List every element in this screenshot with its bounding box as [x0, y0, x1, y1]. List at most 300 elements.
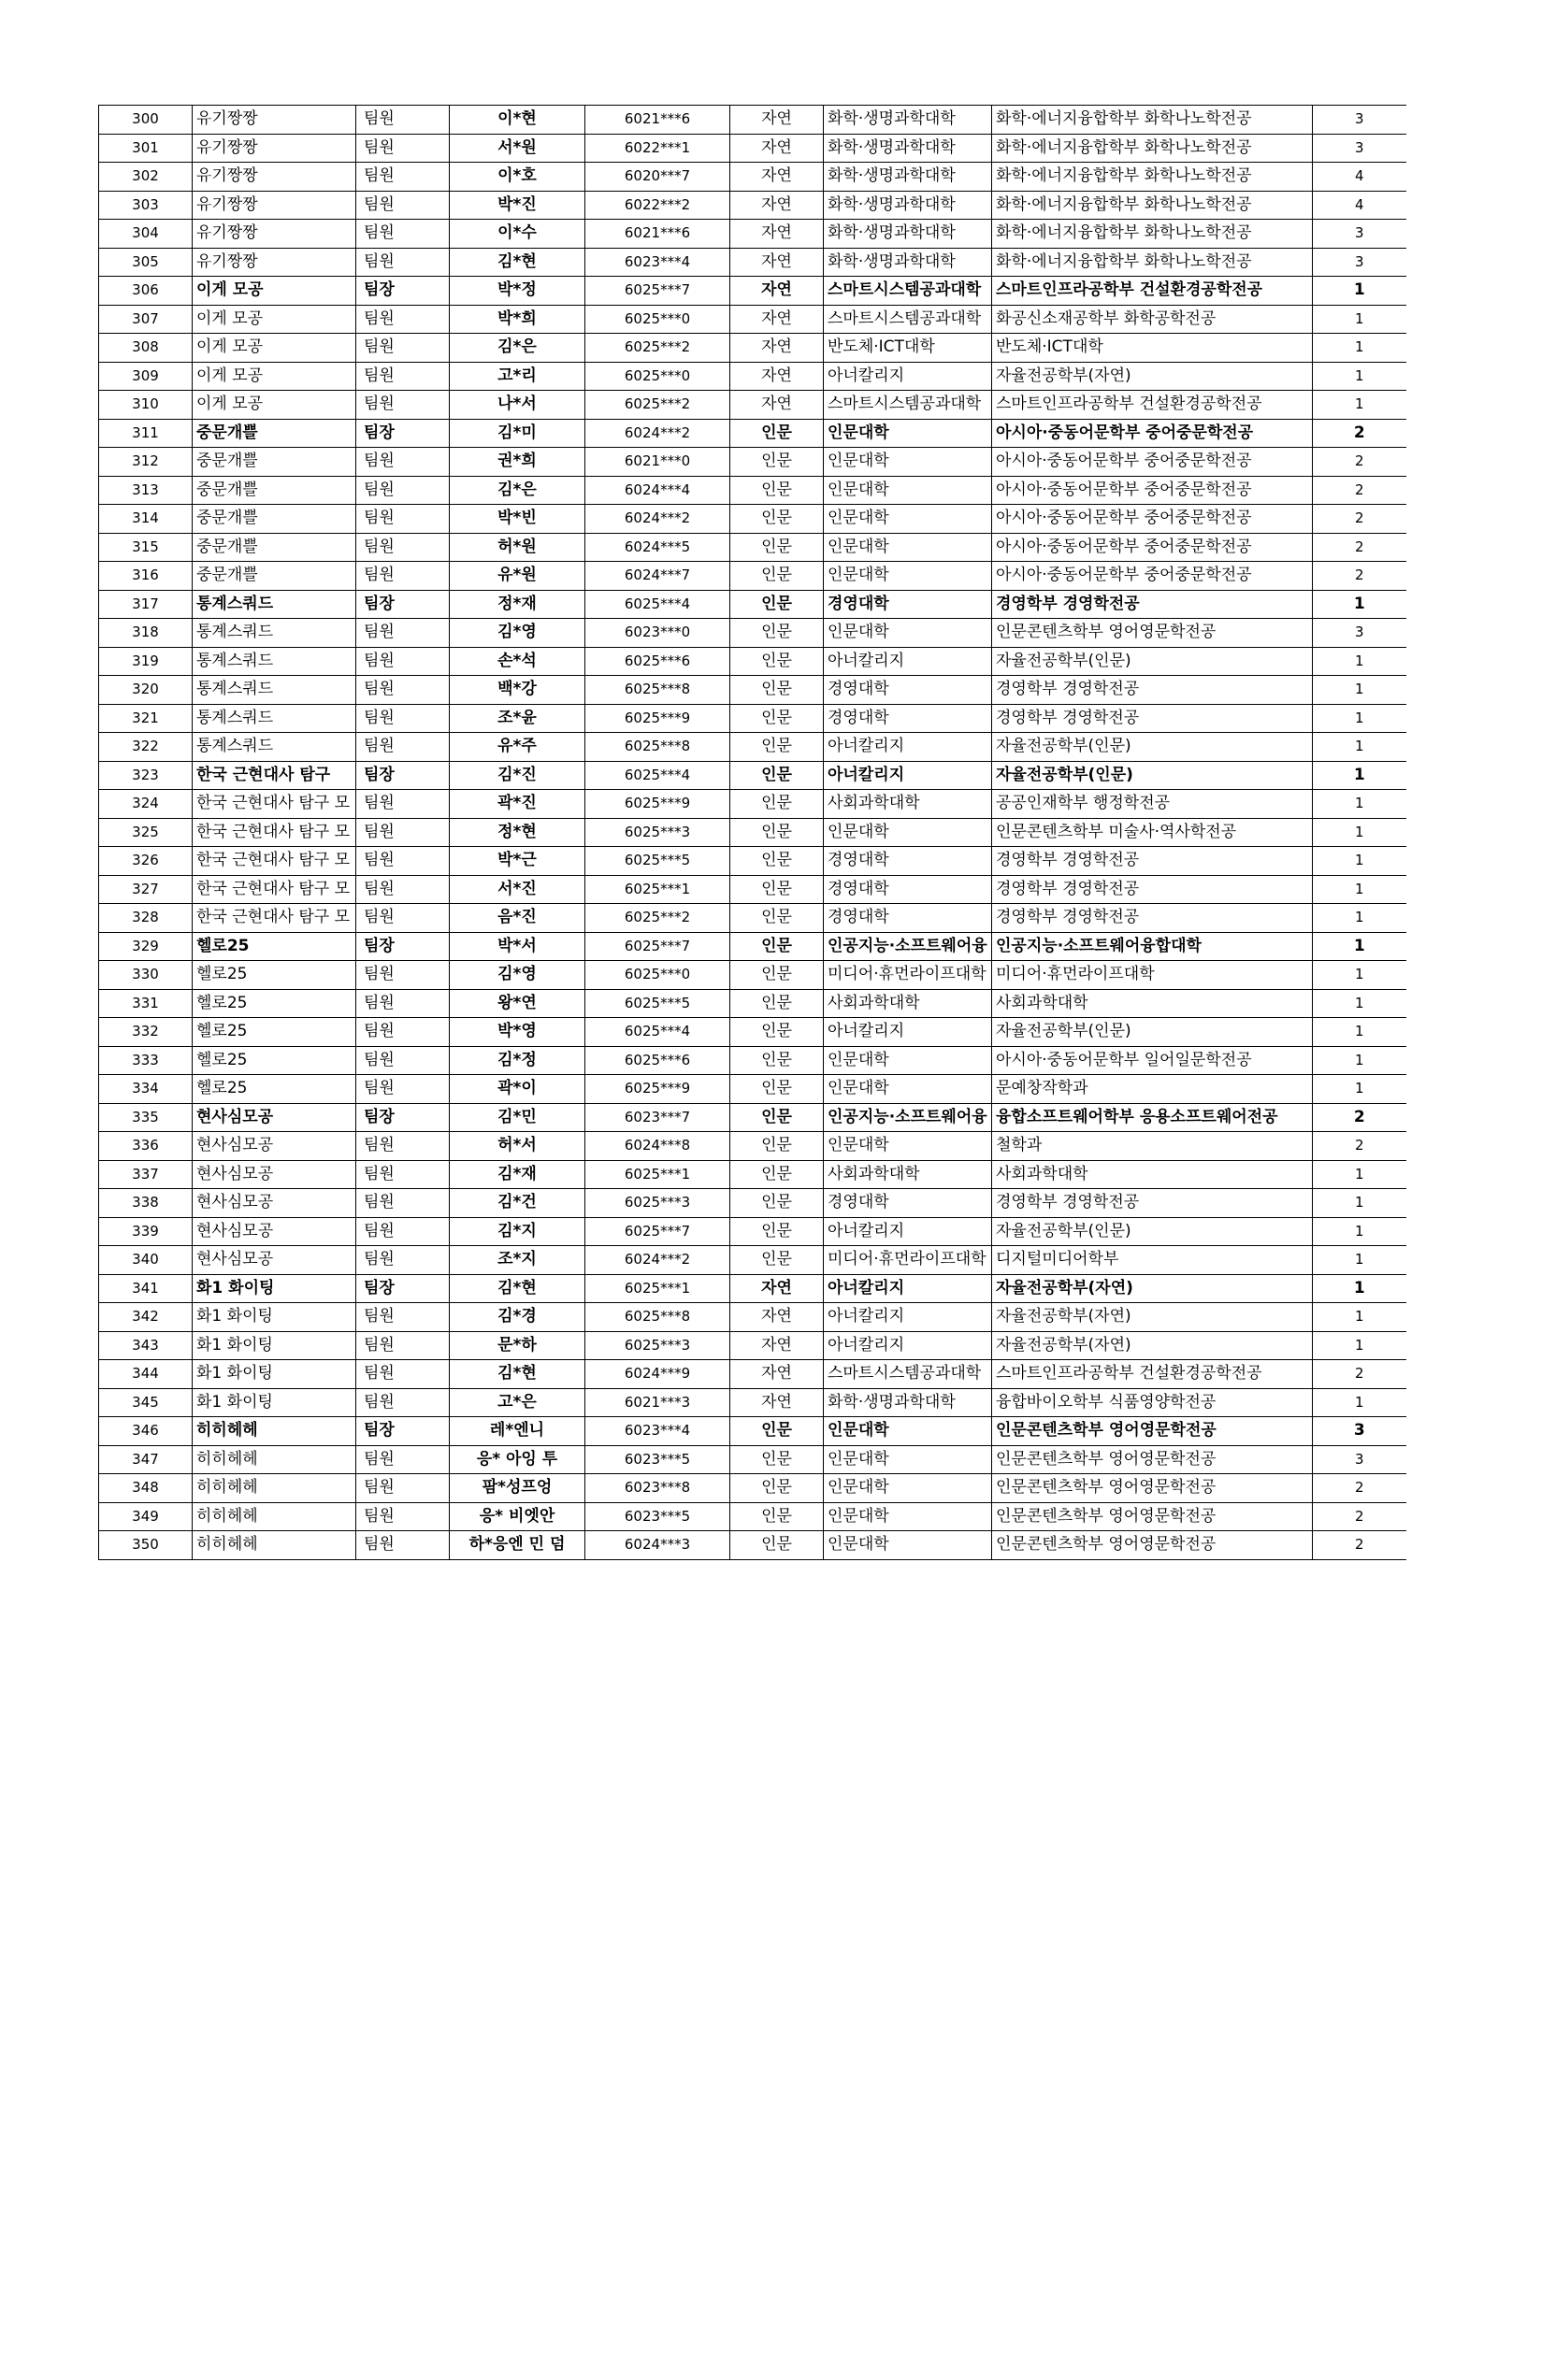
college-name-cell: 미디어·휴먼라이프대학 — [824, 1246, 992, 1275]
grade-year-cell: 1 — [1313, 362, 1406, 391]
member-name-cell: 김*진 — [450, 761, 585, 790]
college-name-cell: 아너칼리지 — [824, 1217, 992, 1246]
major-name-cell: 아시아·중동어문학부 일어일문학전공 — [992, 1046, 1313, 1075]
team-name-cell: 히히헤헤 — [193, 1445, 356, 1474]
team-name-cell: 통계스쿼드 — [193, 619, 356, 648]
college-name-cell: 인문대학 — [824, 1132, 992, 1161]
member-role-cell: 팀원 — [356, 847, 450, 876]
field-category-cell: 인문 — [730, 1502, 824, 1531]
college-name-cell: 화학·생명과학대학 — [824, 106, 992, 135]
team-name-cell: 중문개쁠 — [193, 562, 356, 591]
member-role-cell: 팀원 — [356, 334, 450, 363]
member-role-cell: 팀장 — [356, 277, 450, 306]
member-role-cell: 팀원 — [356, 476, 450, 505]
member-role-cell: 팀원 — [356, 790, 450, 819]
student-id-cell: 6020***7 — [585, 163, 730, 192]
college-name-cell: 경영대학 — [824, 847, 992, 876]
team-name-cell: 헬로25 — [193, 961, 356, 990]
member-role-cell: 팀원 — [356, 733, 450, 762]
major-name-cell: 경영학부 경영학전공 — [992, 704, 1313, 733]
row-number-cell: 347 — [99, 1445, 193, 1474]
team-name-cell: 헬로25 — [193, 932, 356, 961]
grade-year-cell: 1 — [1313, 1246, 1406, 1275]
team-name-cell: 화1 화이팅 — [193, 1360, 356, 1389]
field-category-cell: 인문 — [730, 505, 824, 534]
student-id-cell: 6023***7 — [585, 1103, 730, 1132]
grade-year-cell: 1 — [1313, 305, 1406, 334]
table-row — [99, 220, 1406, 249]
team-name-cell: 현사심모공 — [193, 1246, 356, 1275]
major-name-cell: 융합소프트웨어학부 응용소프트웨어전공 — [992, 1103, 1313, 1132]
field-category-cell: 자연 — [730, 1303, 824, 1332]
table-row — [99, 1388, 1406, 1417]
grade-year-cell: 3 — [1313, 1445, 1406, 1474]
grade-year-cell: 3 — [1313, 220, 1406, 249]
student-id-cell: 6025***4 — [585, 590, 730, 619]
major-name-cell: 경영학부 경영학전공 — [992, 875, 1313, 904]
table-row — [99, 391, 1406, 420]
college-name-cell: 인문대학 — [824, 1417, 992, 1446]
member-role-cell: 팀원 — [356, 220, 450, 249]
college-name-cell: 경영대학 — [824, 1189, 992, 1218]
college-name-cell: 화학·생명과학대학 — [824, 220, 992, 249]
member-name-cell: 왕*연 — [450, 989, 585, 1018]
college-name-cell: 인문대학 — [824, 505, 992, 534]
row-number-cell: 342 — [99, 1303, 193, 1332]
major-name-cell: 화학·에너지융합학부 화학나노학전공 — [992, 106, 1313, 135]
member-name-cell: 박*근 — [450, 847, 585, 876]
student-id-cell: 6022***1 — [585, 134, 730, 163]
member-name-cell: 김*민 — [450, 1103, 585, 1132]
member-name-cell: 고*은 — [450, 1388, 585, 1417]
student-id-cell: 6022***2 — [585, 191, 730, 220]
row-number-cell: 344 — [99, 1360, 193, 1389]
student-id-cell: 6024***2 — [585, 419, 730, 448]
college-name-cell: 인문대학 — [824, 476, 992, 505]
grade-year-cell: 1 — [1313, 1160, 1406, 1189]
grade-year-cell: 1 — [1313, 647, 1406, 676]
member-role-cell: 팀원 — [356, 1502, 450, 1531]
major-name-cell: 아시아·중동어문학부 중어중문학전공 — [992, 448, 1313, 477]
student-id-cell: 6025***1 — [585, 875, 730, 904]
major-name-cell: 스마트인프라공학부 건설환경공학전공 — [992, 1360, 1313, 1389]
row-number-cell: 346 — [99, 1417, 193, 1446]
member-name-cell: 김*영 — [450, 961, 585, 990]
member-role-cell: 팀장 — [356, 1417, 450, 1446]
major-name-cell: 경영학부 경영학전공 — [992, 590, 1313, 619]
team-name-cell: 유기짱짱 — [193, 220, 356, 249]
field-category-cell: 인문 — [730, 932, 824, 961]
college-name-cell: 스마트시스템공과대학 — [824, 305, 992, 334]
table-row — [99, 191, 1406, 220]
grade-year-cell: 1 — [1313, 989, 1406, 1018]
row-number-cell: 345 — [99, 1388, 193, 1417]
team-name-cell: 이게 모공 — [193, 277, 356, 306]
grade-year-cell: 1 — [1313, 1274, 1406, 1303]
student-id-cell: 6024***9 — [585, 1360, 730, 1389]
member-role-cell: 팀원 — [356, 163, 450, 192]
table-row — [99, 704, 1406, 733]
table-row — [99, 448, 1406, 477]
row-number-cell: 306 — [99, 277, 193, 306]
row-number-cell: 308 — [99, 334, 193, 363]
member-name-cell: 김*지 — [450, 1217, 585, 1246]
table-row — [99, 248, 1406, 277]
member-role-cell: 팀원 — [356, 961, 450, 990]
student-id-cell: 6025***8 — [585, 1303, 730, 1332]
team-name-cell: 히히헤헤 — [193, 1531, 356, 1560]
major-name-cell: 경영학부 경영학전공 — [992, 847, 1313, 876]
member-role-cell: 팀원 — [356, 305, 450, 334]
table-row — [99, 533, 1406, 562]
student-id-cell: 6024***8 — [585, 1132, 730, 1161]
student-id-cell: 6025***6 — [585, 647, 730, 676]
grade-year-cell: 1 — [1313, 1075, 1406, 1104]
grade-year-cell: 1 — [1313, 676, 1406, 705]
field-category-cell: 인문 — [730, 647, 824, 676]
team-name-cell: 유기짱짱 — [193, 163, 356, 192]
grade-year-cell: 4 — [1313, 191, 1406, 220]
grade-year-cell: 2 — [1313, 476, 1406, 505]
table-row — [99, 989, 1406, 1018]
field-category-cell: 인문 — [730, 1075, 824, 1104]
grade-year-cell: 1 — [1313, 961, 1406, 990]
field-category-cell: 인문 — [730, 676, 824, 705]
table-row — [99, 847, 1406, 876]
college-name-cell: 아너칼리지 — [824, 761, 992, 790]
member-name-cell: 문*하 — [450, 1331, 585, 1360]
row-number-cell: 339 — [99, 1217, 193, 1246]
major-name-cell: 사회과학대학 — [992, 1160, 1313, 1189]
member-role-cell: 팀원 — [356, 1360, 450, 1389]
member-name-cell: 김*재 — [450, 1160, 585, 1189]
row-number-cell: 320 — [99, 676, 193, 705]
field-category-cell: 인문 — [730, 761, 824, 790]
member-role-cell: 팀원 — [356, 1160, 450, 1189]
member-role-cell: 팀원 — [356, 1445, 450, 1474]
major-name-cell: 자율전공학부(인문) — [992, 1217, 1313, 1246]
table-row — [99, 961, 1406, 990]
table-row — [99, 134, 1406, 163]
member-name-cell: 하*응엔 민 덤 — [450, 1531, 585, 1560]
row-number-cell: 334 — [99, 1075, 193, 1104]
table-row — [99, 334, 1406, 363]
member-role-cell: 팀원 — [356, 248, 450, 277]
field-category-cell: 인문 — [730, 704, 824, 733]
row-number-cell: 325 — [99, 818, 193, 847]
student-id-cell: 6025***9 — [585, 790, 730, 819]
grade-year-cell: 1 — [1313, 761, 1406, 790]
member-role-cell: 팀원 — [356, 448, 450, 477]
table-row — [99, 362, 1406, 391]
table-row — [99, 1217, 1406, 1246]
row-number-cell: 323 — [99, 761, 193, 790]
college-name-cell: 경영대학 — [824, 704, 992, 733]
member-name-cell: 김*미 — [450, 419, 585, 448]
field-category-cell: 인문 — [730, 904, 824, 933]
member-role-cell: 팀원 — [356, 875, 450, 904]
table-row-leader — [99, 1103, 1406, 1132]
member-role-cell: 팀원 — [356, 505, 450, 534]
member-role-cell: 팀장 — [356, 932, 450, 961]
grade-year-cell: 2 — [1313, 533, 1406, 562]
member-name-cell: 백*강 — [450, 676, 585, 705]
major-name-cell: 화공신소재공학부 화학공학전공 — [992, 305, 1313, 334]
college-name-cell: 아너칼리지 — [824, 733, 992, 762]
member-name-cell: 이*수 — [450, 220, 585, 249]
field-category-cell: 인문 — [730, 1103, 824, 1132]
row-number-cell: 331 — [99, 989, 193, 1018]
major-name-cell: 아시아·중동어문학부 중어중문학전공 — [992, 533, 1313, 562]
major-name-cell: 디지털미디어학부 — [992, 1246, 1313, 1275]
student-id-cell: 6025***7 — [585, 277, 730, 306]
member-role-cell: 팀원 — [356, 1303, 450, 1332]
row-number-cell: 305 — [99, 248, 193, 277]
team-name-cell: 한국 근현대사 탐구 모 — [193, 904, 356, 933]
team-name-cell: 유기짱짱 — [193, 191, 356, 220]
student-id-cell: 6025***0 — [585, 305, 730, 334]
table-row — [99, 305, 1406, 334]
major-name-cell: 자율전공학부(인문) — [992, 761, 1313, 790]
table-row — [99, 676, 1406, 705]
table-row — [99, 875, 1406, 904]
grade-year-cell: 1 — [1313, 1331, 1406, 1360]
student-id-cell: 6025***0 — [585, 961, 730, 990]
field-category-cell: 인문 — [730, 1445, 824, 1474]
grade-year-cell: 1 — [1313, 818, 1406, 847]
table-row-leader — [99, 932, 1406, 961]
row-number-cell: 329 — [99, 932, 193, 961]
student-id-cell: 6025***9 — [585, 704, 730, 733]
field-category-cell: 자연 — [730, 1388, 824, 1417]
table-row — [99, 1018, 1406, 1047]
student-id-cell: 6024***4 — [585, 476, 730, 505]
grade-year-cell: 2 — [1313, 1103, 1406, 1132]
college-name-cell: 사회과학대학 — [824, 989, 992, 1018]
student-id-cell: 6021***6 — [585, 220, 730, 249]
student-id-cell: 6025***0 — [585, 362, 730, 391]
major-name-cell: 인문콘텐츠학부 영어영문학전공 — [992, 1531, 1313, 1560]
major-name-cell: 반도체·ICT대학 — [992, 334, 1313, 363]
field-category-cell: 자연 — [730, 1360, 824, 1389]
field-category-cell: 인문 — [730, 989, 824, 1018]
college-name-cell: 인문대학 — [824, 1445, 992, 1474]
row-number-cell: 327 — [99, 875, 193, 904]
student-id-cell: 6025***7 — [585, 932, 730, 961]
member-name-cell: 응* 비엣안 — [450, 1502, 585, 1531]
member-name-cell: 이*호 — [450, 163, 585, 192]
member-name-cell: 정*재 — [450, 590, 585, 619]
row-number-cell: 341 — [99, 1274, 193, 1303]
field-category-cell: 인문 — [730, 1018, 824, 1047]
row-number-cell: 322 — [99, 733, 193, 762]
member-role-cell: 팀원 — [356, 391, 450, 420]
table-row-leader — [99, 1274, 1406, 1303]
student-id-cell: 6025***9 — [585, 1075, 730, 1104]
major-name-cell: 아시아·중동어문학부 중어중문학전공 — [992, 505, 1313, 534]
table-row — [99, 106, 1406, 135]
member-name-cell: 김*은 — [450, 334, 585, 363]
member-name-cell: 팜*성프엉 — [450, 1474, 585, 1503]
member-name-cell: 조*지 — [450, 1246, 585, 1275]
grade-year-cell: 4 — [1313, 163, 1406, 192]
major-name-cell: 사회과학대학 — [992, 989, 1313, 1018]
team-name-cell: 이게 모공 — [193, 305, 356, 334]
table-row — [99, 505, 1406, 534]
student-id-cell: 6023***4 — [585, 248, 730, 277]
major-name-cell: 화학·에너지융합학부 화학나노학전공 — [992, 191, 1313, 220]
student-id-cell: 6023***5 — [585, 1445, 730, 1474]
table-row-leader — [99, 590, 1406, 619]
grade-year-cell: 1 — [1313, 277, 1406, 306]
college-name-cell: 인문대학 — [824, 1531, 992, 1560]
student-id-cell: 6025***5 — [585, 847, 730, 876]
major-name-cell: 융합바이오학부 식품영양학전공 — [992, 1388, 1313, 1417]
team-name-cell: 히히헤헤 — [193, 1474, 356, 1503]
member-role-cell: 팀원 — [356, 647, 450, 676]
team-name-cell: 화1 화이팅 — [193, 1274, 356, 1303]
row-number-cell: 350 — [99, 1531, 193, 1560]
major-name-cell: 화학·에너지융합학부 화학나노학전공 — [992, 248, 1313, 277]
grade-year-cell: 1 — [1313, 334, 1406, 363]
field-category-cell: 인문 — [730, 590, 824, 619]
team-name-cell: 현사심모공 — [193, 1132, 356, 1161]
table-row — [99, 562, 1406, 591]
member-name-cell: 박*정 — [450, 277, 585, 306]
grade-year-cell: 2 — [1313, 1474, 1406, 1503]
college-name-cell: 화학·생명과학대학 — [824, 191, 992, 220]
grade-year-cell: 3 — [1313, 248, 1406, 277]
major-name-cell: 미디어·휴먼라이프대학 — [992, 961, 1313, 990]
table-row — [99, 647, 1406, 676]
college-name-cell: 아너칼리지 — [824, 362, 992, 391]
team-name-cell: 헬로25 — [193, 989, 356, 1018]
student-id-cell: 6025***2 — [585, 904, 730, 933]
field-category-cell: 자연 — [730, 334, 824, 363]
table-row — [99, 733, 1406, 762]
row-number-cell: 319 — [99, 647, 193, 676]
grade-year-cell: 1 — [1313, 1217, 1406, 1246]
major-name-cell: 인문콘텐츠학부 영어영문학전공 — [992, 619, 1313, 648]
member-name-cell: 곽*이 — [450, 1075, 585, 1104]
student-id-cell: 6024***5 — [585, 533, 730, 562]
member-role-cell: 팀원 — [356, 191, 450, 220]
student-id-cell: 6025***4 — [585, 1018, 730, 1047]
grade-year-cell: 2 — [1313, 1132, 1406, 1161]
college-name-cell: 인문대학 — [824, 1046, 992, 1075]
college-name-cell: 경영대학 — [824, 904, 992, 933]
college-name-cell: 사회과학대학 — [824, 790, 992, 819]
member-role-cell: 팀원 — [356, 704, 450, 733]
student-id-cell: 6024***2 — [585, 505, 730, 534]
member-name-cell: 박*희 — [450, 305, 585, 334]
field-category-cell: 인문 — [730, 1132, 824, 1161]
major-name-cell: 인문콘텐츠학부 영어영문학전공 — [992, 1445, 1313, 1474]
team-name-cell: 이게 모공 — [193, 362, 356, 391]
row-number-cell: 348 — [99, 1474, 193, 1503]
member-name-cell: 정*현 — [450, 818, 585, 847]
field-category-cell: 인문 — [730, 818, 824, 847]
field-category-cell: 인문 — [730, 847, 824, 876]
member-role-cell: 팀장 — [356, 419, 450, 448]
student-id-cell: 6025***2 — [585, 391, 730, 420]
field-category-cell: 자연 — [730, 277, 824, 306]
student-id-cell: 6025***1 — [585, 1160, 730, 1189]
row-number-cell: 315 — [99, 533, 193, 562]
row-number-cell: 313 — [99, 476, 193, 505]
college-name-cell: 스마트시스템공과대학 — [824, 277, 992, 306]
table-body — [99, 106, 1406, 1560]
member-name-cell: 곽*진 — [450, 790, 585, 819]
grade-year-cell: 2 — [1313, 419, 1406, 448]
team-name-cell: 중문개쁠 — [193, 533, 356, 562]
student-id-cell: 6021***3 — [585, 1388, 730, 1417]
college-name-cell: 인문대학 — [824, 419, 992, 448]
student-id-cell: 6025***7 — [585, 1217, 730, 1246]
grade-year-cell: 2 — [1313, 1502, 1406, 1531]
row-number-cell: 321 — [99, 704, 193, 733]
table-row — [99, 1331, 1406, 1360]
college-name-cell: 화학·생명과학대학 — [824, 163, 992, 192]
team-name-cell: 한국 근현대사 탐구 모 — [193, 818, 356, 847]
team-name-cell: 통계스쿼드 — [193, 590, 356, 619]
team-name-cell: 화1 화이팅 — [193, 1331, 356, 1360]
field-category-cell: 인문 — [730, 733, 824, 762]
row-number-cell: 318 — [99, 619, 193, 648]
table-row — [99, 1246, 1406, 1275]
row-number-cell: 328 — [99, 904, 193, 933]
team-name-cell: 현사심모공 — [193, 1189, 356, 1218]
table-row-leader — [99, 277, 1406, 306]
member-role-cell: 팀장 — [356, 1103, 450, 1132]
row-number-cell: 324 — [99, 790, 193, 819]
member-role-cell: 팀원 — [356, 533, 450, 562]
student-id-cell: 6021***0 — [585, 448, 730, 477]
member-name-cell: 박*서 — [450, 932, 585, 961]
student-id-cell: 6025***3 — [585, 1189, 730, 1218]
field-category-cell: 인문 — [730, 790, 824, 819]
field-category-cell: 인문 — [730, 562, 824, 591]
member-name-cell: 김*영 — [450, 619, 585, 648]
member-role-cell: 팀원 — [356, 1388, 450, 1417]
member-name-cell: 권*희 — [450, 448, 585, 477]
row-number-cell: 309 — [99, 362, 193, 391]
grade-year-cell: 2 — [1313, 1531, 1406, 1560]
major-name-cell: 인문콘텐츠학부 영어영문학전공 — [992, 1417, 1313, 1446]
team-name-cell: 중문개쁠 — [193, 448, 356, 477]
team-name-cell: 헬로25 — [193, 1046, 356, 1075]
field-category-cell: 자연 — [730, 391, 824, 420]
row-number-cell: 335 — [99, 1103, 193, 1132]
team-name-cell: 현사심모공 — [193, 1217, 356, 1246]
major-name-cell: 철학과 — [992, 1132, 1313, 1161]
member-role-cell: 팀원 — [356, 1531, 450, 1560]
college-name-cell: 아너칼리지 — [824, 647, 992, 676]
field-category-cell: 인문 — [730, 619, 824, 648]
field-category-cell: 인문 — [730, 1046, 824, 1075]
member-role-cell: 팀원 — [356, 989, 450, 1018]
college-name-cell: 스마트시스템공과대학 — [824, 1360, 992, 1389]
team-name-cell: 헬로25 — [193, 1075, 356, 1104]
grade-year-cell: 3 — [1313, 134, 1406, 163]
member-role-cell: 팀원 — [356, 1189, 450, 1218]
row-number-cell: 301 — [99, 134, 193, 163]
member-name-cell: 유*원 — [450, 562, 585, 591]
student-id-cell: 6025***3 — [585, 1331, 730, 1360]
field-category-cell: 자연 — [730, 362, 824, 391]
row-number-cell: 338 — [99, 1189, 193, 1218]
grade-year-cell: 1 — [1313, 391, 1406, 420]
